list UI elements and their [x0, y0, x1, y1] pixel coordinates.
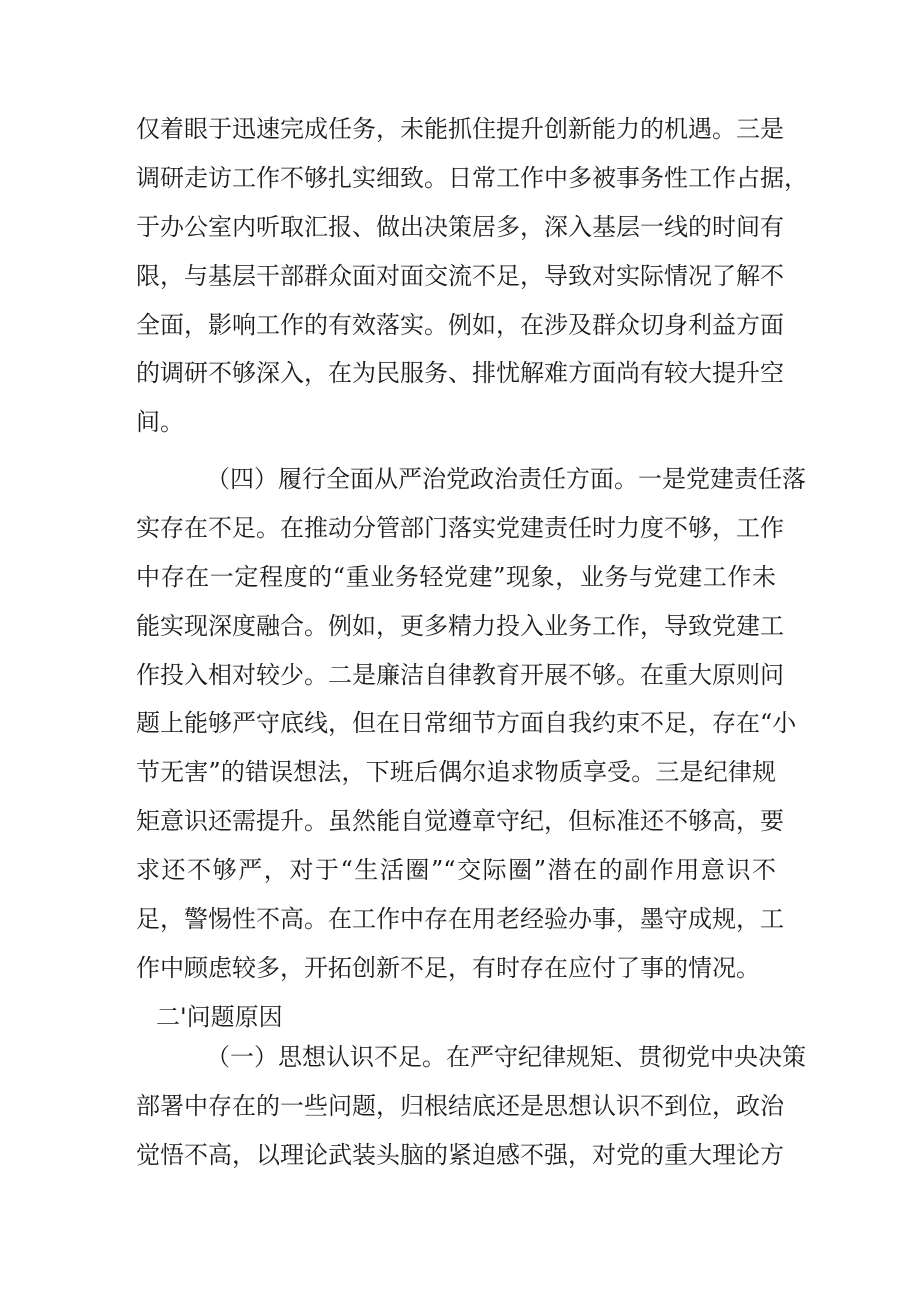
text-line: 部署中存在的一些问题，归根结底还是思想认识不到位，政治: [136, 1091, 784, 1120]
text-line: 题上能够严守底线，但在日常细节方面自我约束不足，存在“小: [136, 709, 797, 738]
text-line: 于办公室内听取汇报、做出决策居多，深入基层一线的时间有: [136, 212, 784, 241]
text-line: （一）思想认识不足。在严守纪律规矩、贯彻党中央决策: [206, 1043, 806, 1071]
text-line: 足，警惕性不高。在工作中存在用老经验办事，墨守成规，工: [136, 905, 784, 934]
text-line: 求还不够严，对于“生活圈”“交际圈”潜在的副作用意识不: [136, 856, 776, 885]
text-line: 作投入相对较少。二是廉洁自律教育开展不够。在重大原则问: [136, 660, 784, 689]
text-line: 矩意识还需提升。虽然能自觉遵章守纪，但标准还不够高，要: [136, 807, 784, 836]
text-line: （四）履行全面从严治党政治责任方面。一是党建责任落: [206, 465, 806, 493]
paragraph-party-responsibility: [136, 455, 806, 993]
text-line: 全面，影响工作的有效落实。例如，在涉及群众切身利益方面: [136, 310, 784, 339]
paragraph-research: [136, 105, 808, 447]
text-line: 能实现深度融合。例如，更多精力投入业务工作，导致党建工: [136, 611, 784, 640]
text-line: 实存在不足。在推动分管部门落实党建责任时力度不够，工作: [136, 513, 784, 542]
text-line: 作中顾虑较多，开拓创新不足，有时存在应付了事的情况。: [136, 953, 760, 982]
section-heading: 二'问题原因: [156, 1003, 283, 1031]
text-line: 间。: [136, 408, 184, 437]
paragraph-ideological-awareness: [136, 1033, 806, 1180]
text-line: 觉悟不高，以理论武装头脑的紧迫感不强，对党的重大理论方: [136, 1140, 784, 1169]
text-line: 调研走访工作不够扎实细致。日常工作中多被事务性工作占据，: [136, 163, 808, 192]
text-line: 的调研不够深入，在为民服务、排忧解难方面尚有较大提升空: [136, 359, 784, 388]
text-line: 节无害”的错误想法，下班后偶尔追求物质享受。三是纪律规: [136, 758, 776, 787]
text-line: 仅着眼于迅速完成任务，未能抓住提升创新能力的机遇。三是: [136, 115, 784, 143]
text-line: 中存在一定程度的“重业务轻党建”现象，业务与党建工作未: [136, 562, 776, 591]
text-line: 限，与基层干部群众面对面交流不足，导致对实际情况了解不: [136, 261, 784, 290]
